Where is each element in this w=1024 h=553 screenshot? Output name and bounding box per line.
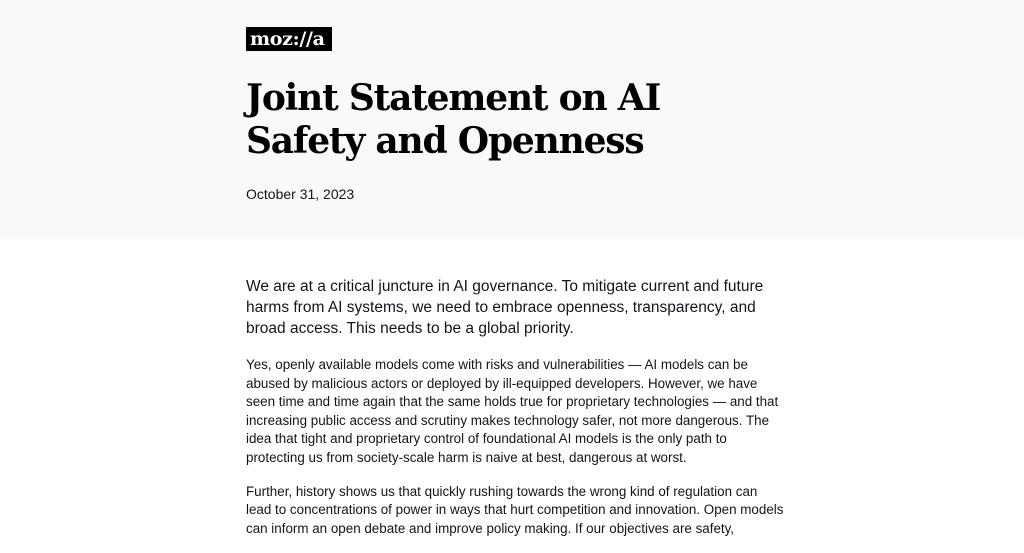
article-body [246, 276, 786, 553]
lead-paragraph: We are at a critical juncture in AI governance. To mitigate current and future harms from AI systems, we need to embrace openness, transparency, and broad access. This needs to be a global priority. [246, 278, 764, 337]
page-header [0, 0, 1024, 239]
publish-date: October 31, 2023 [246, 186, 355, 202]
body-paragraph: Further, history shows us that quickly rushing towards the wrong kind of regulation can lead to concentrations of power in ways that hurt competition and innovation. Open models can inform an open debate and improve policy making. If our objectives are safety, [246, 483, 784, 536]
page-title: Joint Statement on AI Safety and Openness [246, 77, 661, 162]
body-paragraph: Yes, openly available models come with risks and vulnerabilities — AI models can be abused by malicious actors or deployed by ill-equipped developers. However, we have seen time and time again that the same holds true for proprietary technologies — and that increasing public access and scrutiny makes technology safer, not more dangerous. The idea that tight and proprietary control of foundational AI models is the only path to protecting us from society-scale harm is naive at best, dangerous at worst. [246, 357, 779, 465]
mozilla-logo[interactable]: moz://a [246, 27, 332, 51]
